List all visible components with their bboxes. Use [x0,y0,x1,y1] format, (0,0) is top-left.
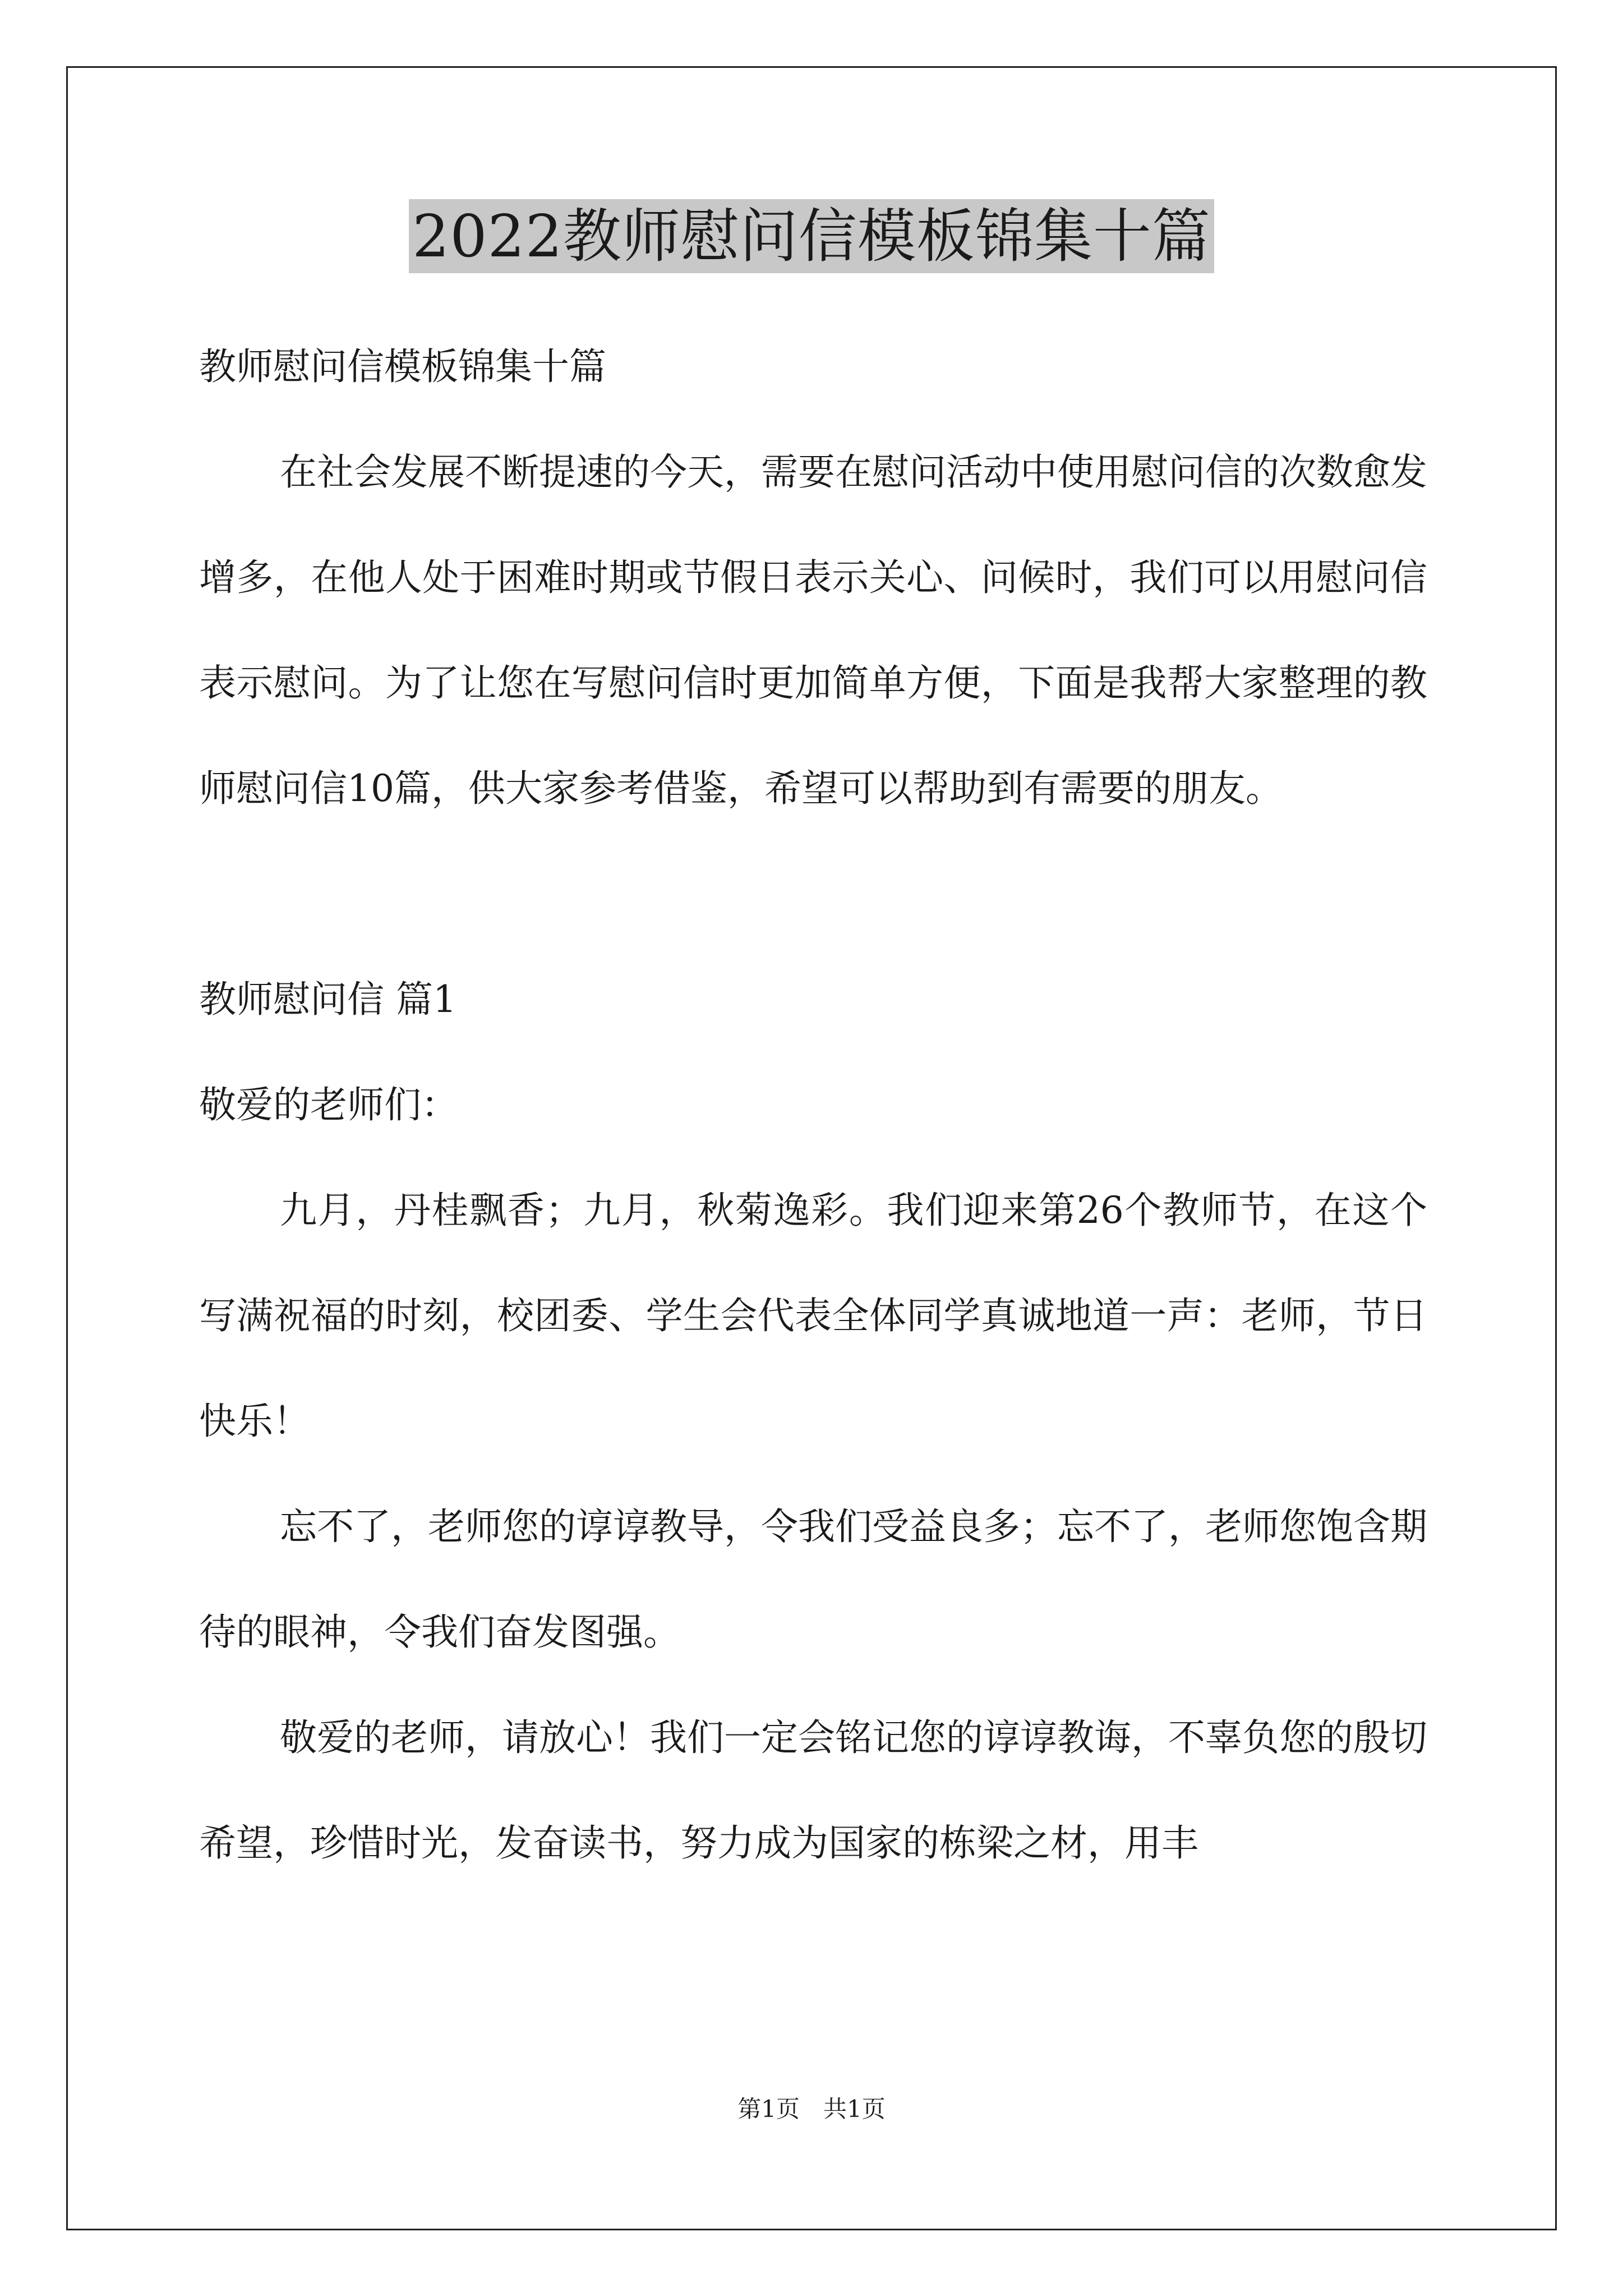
spacer [199,841,1427,947]
title-container [0,199,1623,273]
page-footer: 第1页 共1页 [737,2095,886,2123]
section-heading: 教师慰问信 篇1 [199,978,457,1021]
document-title: 2022教师慰问信模板锦集十篇 [409,199,1214,273]
intro-paragraph: 在社会发展不断提速的今天，需要在慰问活动中使用慰问信的次数愈发增多，在他人处于困难时期或节假日表示关心、问候时，我们可以用慰问信表示慰问。为了让您在写慰问信时更加简单方便，下面是我帮大家整理的教师慰问信10篇，供大家参考借鉴，希望可以帮助到有需要的朋友。 [199,450,1427,810]
document-body [199,314,1427,1896]
document-subtitle: 教师慰问信模板锦集十篇 [199,345,606,388]
body-paragraph: 九月，丹桂飘香；九月，秋菊逸彩。我们迎来第26个教师节，在这个写满祝福的时刻，校团委、学生会代表全体同学真诚地道一声：老师，节日快乐！ [199,1189,1427,1443]
body-paragraph: 忘不了，老师您的谆谆教导，令我们受益良多；忘不了，老师您饱含期待的眼神，令我们奋发图强。 [199,1505,1427,1654]
body-paragraph: 敬爱的老师，请放心！我们一定会铭记您的谆谆教诲，不辜负您的殷切希望，珍惜时光，发奋读书，努力成为国家的栋梁之材，用丰 [199,1716,1427,1865]
salutation: 敬爱的老师们： [199,1083,458,1126]
